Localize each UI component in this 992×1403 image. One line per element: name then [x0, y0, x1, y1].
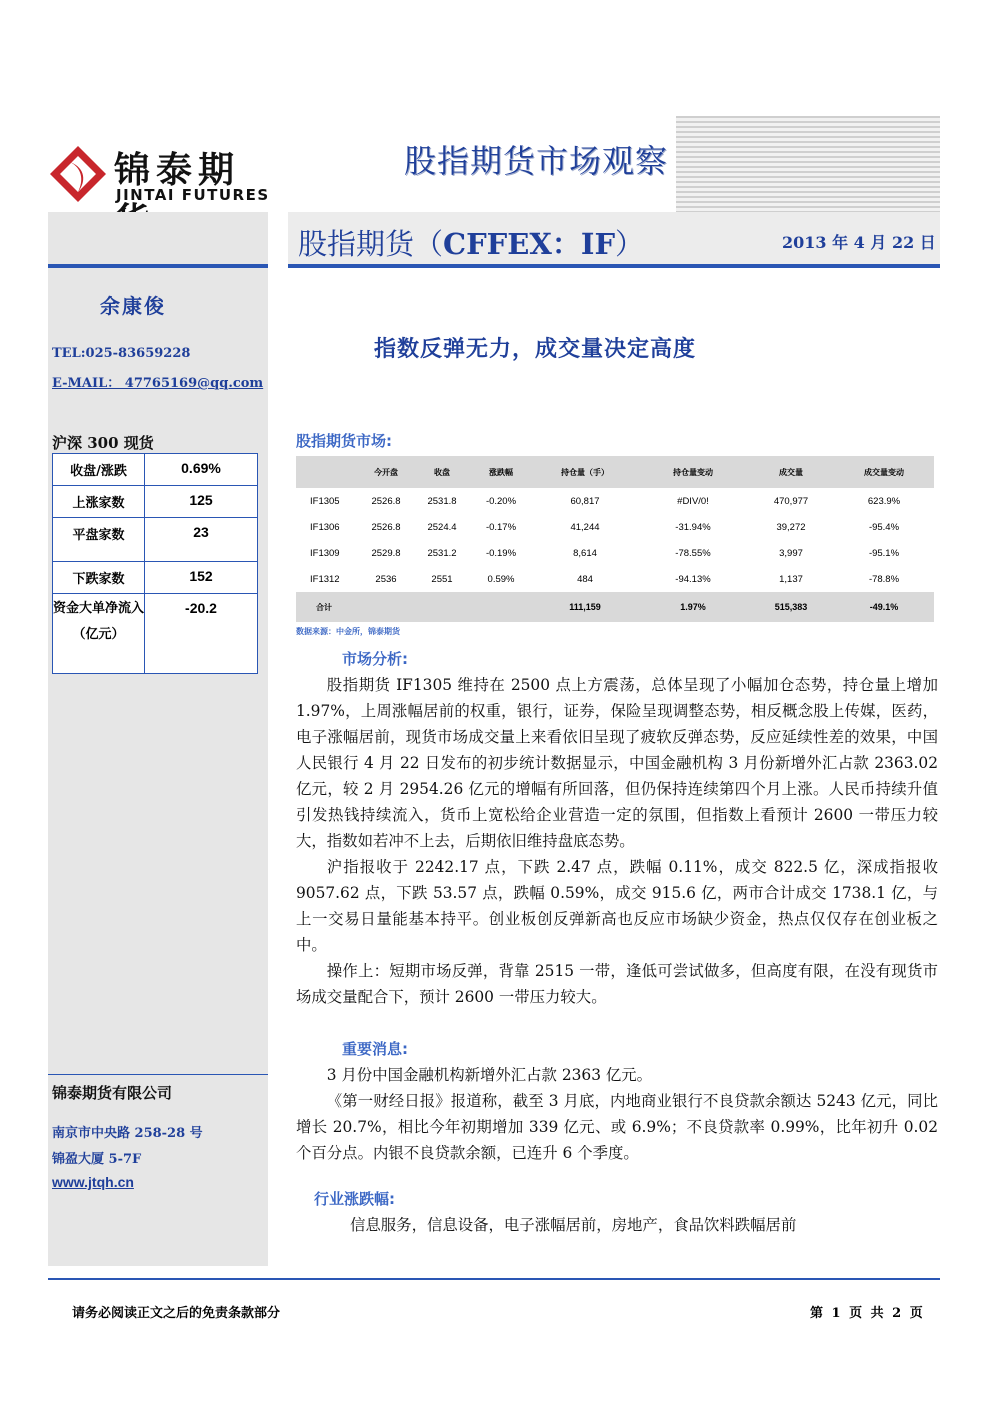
column-header: [296, 456, 358, 488]
analyst-email-link[interactable]: E-MAIL： 47765169@qq.com: [52, 376, 264, 391]
sidebar-divider: [48, 1074, 268, 1075]
company-name: 锦泰期货有限公司: [52, 1084, 173, 1102]
jintai-logo-icon: [48, 144, 108, 204]
table-cell: 8,614: [573, 547, 597, 559]
table-cell: 2536: [375, 573, 397, 585]
logo-text-cn: 锦泰期: [114, 150, 241, 191]
spot-value: 152: [145, 562, 258, 594]
table-row: [296, 514, 934, 540]
table-cell: -78.55%: [675, 547, 711, 559]
table-cell: 1.97%: [638, 592, 748, 622]
table-cell: 39,272: [776, 521, 806, 533]
table-cell: -78.8%: [868, 573, 900, 585]
table-cell: 2524.4: [427, 521, 457, 533]
table-cell: IF1306: [310, 521, 340, 533]
data-source-note: 数据来源：中金所，锦泰期货: [296, 627, 400, 636]
analysis-paragraph: 股指期货 IF1305 维持在 2500 点上方震荡，总体呈现了小幅加仓态势，持仓量上增加 1.97%，上周涨幅居前的权重，银行，证券，保险呈现调整态势，相反概念股上传媒，医药，电子涨幅居前，现货市场成交量上来看依旧呈现了疲软反弹态势，反应延续性差的效果，中国人民银行 4 月 22 日发布的初步统计数据显示，中国金融机构 3 月份新增外汇占款 2363.02 亿元，较 2 月 2954.26 亿元的增幅有所回落，但仍保持连续第四个月上涨。人民币持续升值引发热钱持续流入，货币上宽松给企业营造一定的氛围，但指数上看预计 2600 一带压力较大，指数如若冲不上去，后期依旧维持盘底态势。: [296, 676, 938, 850]
footer-rule: [48, 1278, 940, 1280]
company-address-line2: 锦盈大厦 5-7F: [52, 1152, 142, 1167]
company-logo: [48, 140, 278, 210]
table-row: [53, 562, 258, 594]
analysis-section-label: 市场分析:: [342, 650, 408, 668]
table-row: [53, 594, 258, 674]
table-row: [53, 486, 258, 518]
table-cell: [470, 592, 532, 622]
table-cell: 484: [577, 573, 593, 585]
spot-value: 125: [145, 486, 258, 518]
table-cell: 2526.8: [371, 521, 401, 533]
column-header: 持仓量（手）: [532, 456, 638, 488]
table-row: [296, 566, 934, 592]
sidebar-top-rule: [48, 264, 268, 268]
table-total-row: [296, 592, 934, 622]
table-cell: 623.9%: [867, 495, 901, 507]
spot-label: 收盘/涨跌: [53, 454, 145, 486]
analyst-name: 余康俊: [100, 294, 166, 318]
table-cell: IF1309: [310, 547, 340, 559]
table-cell: -95.4%: [868, 521, 900, 533]
table-cell: IF1305: [310, 495, 340, 507]
analysis-paragraph: 沪指报收于 2242.17 点，下跌 2.47 点，跌幅 0.11%，成交 822.5 亿，深成指报收 9057.62 点，下跌 53.57 点，跌幅 0.59%，成交 915.6 亿，两市合计成交 1738.1 亿，与上一交易日量能基本持平。创业板创反弹新高也反应市场缺少资金，热点仅仅存在创业板之中。: [296, 858, 938, 954]
table-cell: 合计: [296, 592, 358, 622]
column-header: 收盘: [414, 456, 470, 488]
industry-text: 信息服务，信息设备，电子涨幅居前，房地产，食品饮料跌幅居前: [350, 1216, 797, 1234]
table-row: [296, 488, 934, 514]
report-subtitle: [298, 222, 644, 263]
spot-value: 23: [145, 518, 258, 562]
spot-label: 下跌家数: [53, 562, 145, 594]
table-cell: 3,997: [779, 547, 803, 559]
table-cell: 60,817: [570, 495, 600, 507]
column-header: 成交量: [748, 456, 834, 488]
table-cell: 2531.8: [427, 495, 457, 507]
table-cell: [358, 592, 414, 622]
market-section-label: 股指期货市场:: [296, 432, 392, 450]
table-cell: 111,159: [532, 592, 638, 622]
table-cell: 2526.8: [371, 495, 401, 507]
table-cell: -95.1%: [868, 547, 900, 559]
industry-section-label: 行业涨跌幅:: [314, 1190, 395, 1208]
subtitle-prefix: 股指期货（: [298, 227, 444, 261]
header-decoration: [676, 116, 940, 212]
company-address-line1: 南京市中央路 258-28 号: [52, 1126, 203, 1141]
table-cell: 2529.8: [371, 547, 401, 559]
spot-label: 上涨家数: [53, 486, 145, 518]
spot-label: 资金大单净流入（亿元）: [53, 594, 145, 674]
logo-text-en: JINTAI FUTURES: [116, 186, 270, 204]
headline: 指数反弹无力，成交量决定高度: [374, 337, 697, 362]
table-cell: [414, 592, 470, 622]
table-header-row: [296, 456, 934, 488]
analyst-tel: TEL:025-83659228: [52, 346, 191, 361]
table-cell: -49.1%: [834, 592, 934, 622]
table-cell: 2551: [431, 573, 453, 585]
table-cell: -0.19%: [485, 547, 517, 559]
industry-body: [350, 1212, 938, 1238]
subtitle-rule: [288, 264, 940, 268]
spot-label: 平盘家数: [53, 518, 145, 562]
news-body: [296, 1062, 938, 1166]
subtitle-suffix: ）: [615, 227, 645, 261]
spot-value: -20.2: [145, 594, 258, 674]
spot-table: [52, 453, 258, 674]
table-cell: 41,244: [570, 521, 600, 533]
company-website-link[interactable]: www.jtqh.cn: [52, 1174, 134, 1190]
spot-value: 0.69%: [145, 454, 258, 486]
analysis-body: [296, 672, 938, 1010]
report-date: 2013 年 4 月 22 日: [782, 233, 936, 252]
footer-disclaimer: 请务必阅读正文之后的免责条款部分: [72, 1306, 281, 1321]
table-cell: 515,383: [748, 592, 834, 622]
table-cell: -94.13%: [675, 573, 711, 585]
futures-market-table: [296, 456, 934, 622]
sidebar: [48, 212, 268, 1266]
spot-section-title: 沪深 300 现货: [52, 434, 154, 452]
table-row: [296, 540, 934, 566]
column-header: 持仓量变动: [638, 456, 748, 488]
subtitle-code: CFFEX：IF: [443, 227, 616, 261]
column-header: 成交量变动: [834, 456, 934, 488]
table-cell: 2531.2: [427, 547, 457, 559]
column-header: 今开盘: [358, 456, 414, 488]
table-cell: 0.59%: [487, 573, 515, 585]
table-cell: 470,977: [773, 495, 809, 507]
table-cell: -0.17%: [485, 521, 517, 533]
analysis-paragraph: 操作上：短期市场反弹，背靠 2515 一带，逢低可尝试做多，但高度有限，在没有现货市场成交量配合下，预计 2600 一带压力较大。: [296, 962, 938, 1006]
news-paragraph: 《第一财经日报》报道称，截至 3 月底，内地商业银行不良贷款余额达 5243 亿元，同比增长 20.7%，相比今年初期增加 339 亿元、或 6.9%；不良贷款率 0.99%，比年初升 0.02 个百分点。内银不良贷款余额，已连升 6 个季度。: [296, 1092, 938, 1162]
page-number: 第 1 页 共 2 页: [810, 1306, 925, 1321]
table-cell: -31.94%: [675, 521, 711, 533]
report-title: 股指期货市场观察: [404, 142, 669, 180]
table-cell: #DIV/0!: [677, 495, 709, 507]
table-row: [53, 454, 258, 486]
table-cell: 1,137: [779, 573, 803, 585]
news-paragraph: 3 月份中国金融机构新增外汇占款 2363 亿元。: [326, 1066, 653, 1084]
table-cell: IF1312: [310, 573, 340, 585]
news-section-label: 重要消息:: [342, 1040, 408, 1058]
column-header: 涨跌幅: [470, 456, 532, 488]
table-row: [53, 518, 258, 562]
table-cell: -0.20%: [485, 495, 517, 507]
